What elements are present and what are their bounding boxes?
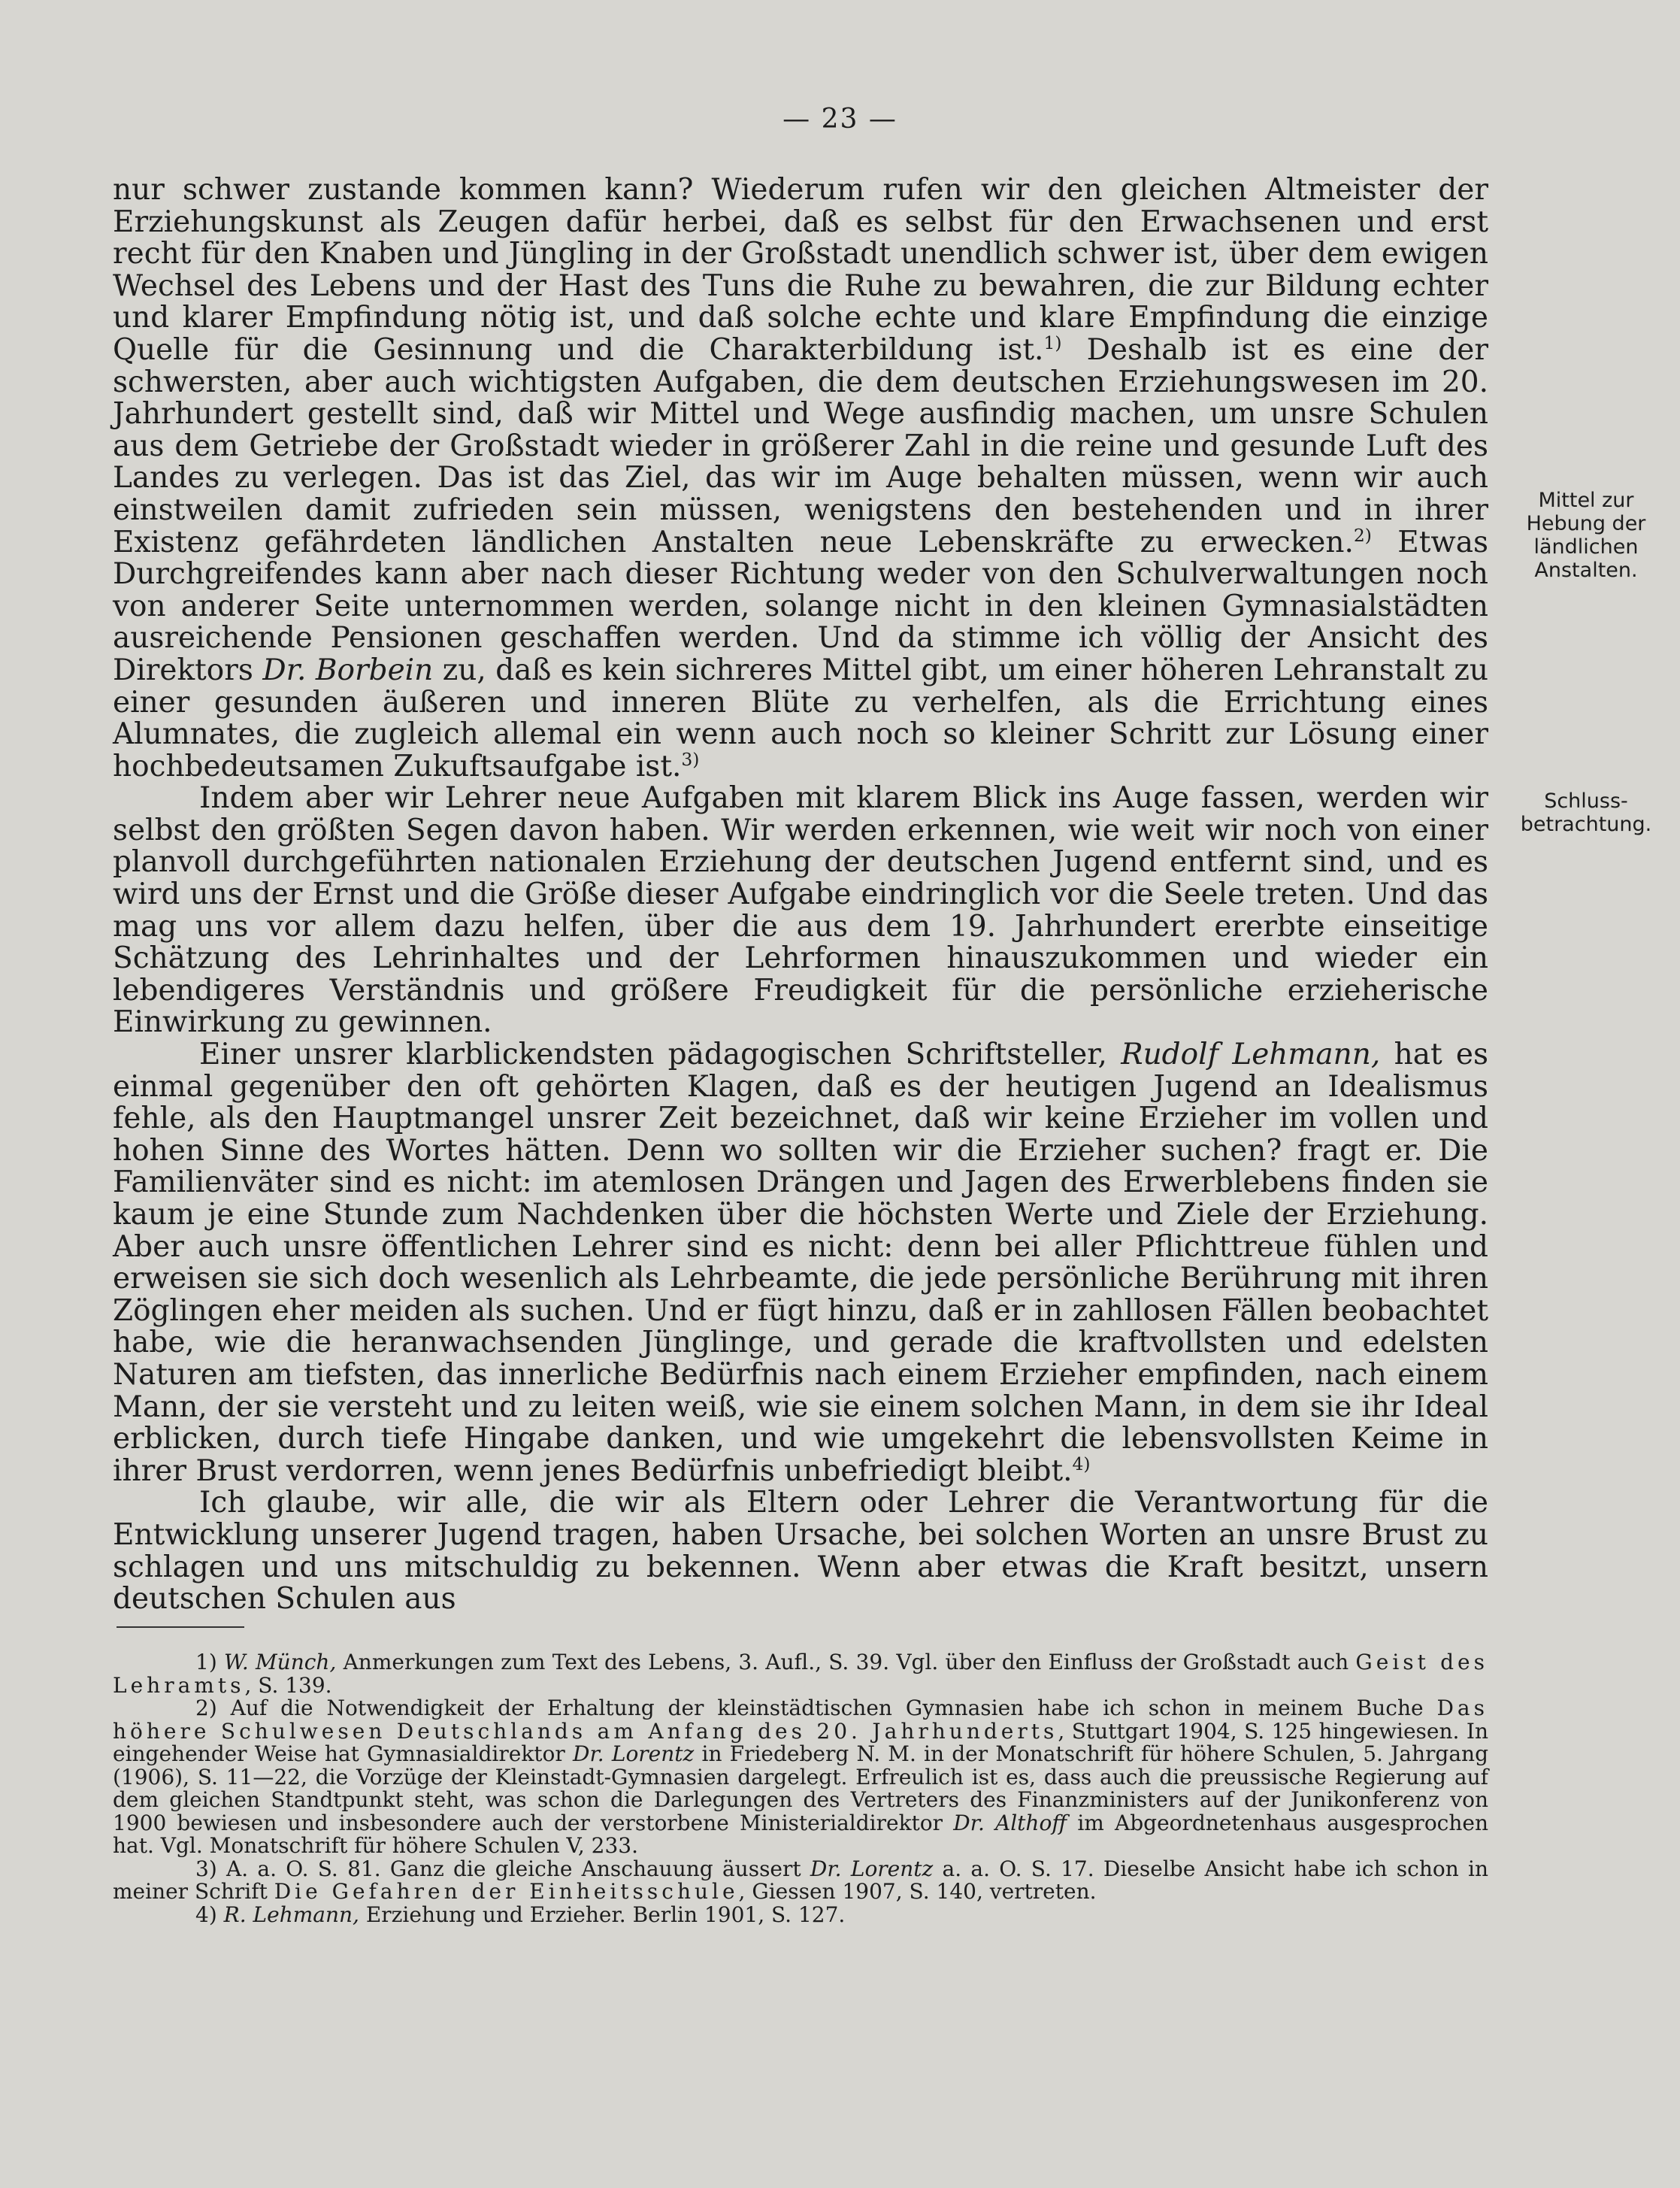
footnote-reference: 4) [1072,1453,1091,1474]
footnotes [113,1651,1488,1926]
footnote-reference: 3) [681,748,700,770]
italic-name: R. Lehmann, [223,1902,359,1927]
spaced-title: Das höhere Schulwesen Deutschlands am Anfang des 20. Jahrhunderts [113,1696,1488,1744]
text-run: hat es einmal gegenüber den oft gehörten Klagen, daß es der heutigen Jugend an Idealismus fehle, als den Hauptmangel unsrer Zeit bezeichnet, daß wir keine Erzieher im vollen und hohen Sinne des Wortes hätten. Denn wo sollten wir die Erzieher suchen? fragt er. Die Familienväter sind es nicht: im atemlosen Drängen und Jagen des Erwerblebens finden sie kaum je eine Stunde zum Nachdenken über die höchsten Werte und Ziele der Erziehung. Aber auch unsre öffentlichen Lehrer sind es nicht: denn bei aller Pflichttreue fühlen und erweisen sie sich doch wesenlich als Lehrbeamte, die jede persönliche Berührung mit ihren Zöglingen eher meiden als suchen. Und er fügt hinzu, daß er in zahllosen Fällen beobachtet habe, wie die heranwachsenden Jünglinge, und gerade die kraftvollsten und edelsten Naturen am tiefsten, das innerliche Bedürfnis nach einem Erzieher empfinden, nach einem Mann, der sie versteht und zu leiten weiß, wie sie einem solchen Mann, in dem sie ihr Ideal erblicken, durch tiefe Hingabe danken, und wie umgekehrt die lebensvollsten Keime in ihrer Brust verdorren, wenn jenes Bedürfnis unbefriedigt bleibt. [113,1038,1488,1488]
text-run: , Stuttgart 1904, S. 125 hingewiesen. In eingehender Weise hat Gymnasialdirektor [113,1718,1489,1766]
spaced-title: Die Gefahren der Einheitsschule [274,1879,739,1904]
text-run: a. a. O. S. 17. Dieselbe Ansicht habe ich schon in meiner Schrift [113,1856,1488,1904]
italic-name: Dr. Lorentz [810,1856,934,1881]
text-run: Indem aber wir Lehrer neue Aufgaben mit klarem Blick ins Auge fassen, werden wir selbst den größten Segen davon haben. Wir werden erkennen, wie weit wir noch von einer planvoll durchgeführten nationalen Erziehung der deutschen Jugend entfernt sind, und es wird uns der Ernst und die Größe dieser Aufgabe eindringlich vor die Seele treten. Und das mag uns vor allem dazu helfen, über die aus dem 19. Jahrhundert ererbte einseitige Schätzung des Lehrinhaltes und der Lehrformen hinauszukommen und wieder ein lebendigeres Verständnis und größere Freudigkeit für die persönliche erzieherische Einwirkung zu gewinnen. [113,781,1488,1040]
main-text [113,174,1488,1616]
italic-name: Rudolf Lehmann, [1121,1038,1381,1072]
footnote-rule [117,1626,244,1628]
paragraph [113,1039,1488,1487]
text-run: 2) Auf die Notwendigkeit der Erhaltung der kleinstädtischen Gymnasien habe ich schon in meinem Buche [195,1696,1437,1720]
text-run: im Abgeordnetenhaus ausgesprochen hat. Vgl. Monatschrift für höhere Schulen V, 233. [113,1810,1488,1858]
paragraph [113,1487,1488,1615]
footnote [113,1858,1488,1904]
page-number: — 23 — [782,104,898,135]
footnote-reference: 2) [1353,524,1372,546]
footnote [113,1904,1488,1927]
italic-name: W. Münch, [223,1650,337,1674]
text-run: Erziehung und Erzieher. Berlin 1901, S. 127. [359,1902,846,1927]
margin-note: Mittel zur Hebung der ländlichen Anstalten. [1526,489,1646,582]
text-run: Deshalb ist es eine der schwersten, aber auch wichtigsten Aufgaben, die dem deutschen Erziehungswesen im 20. Jahrhundert gestellt sind, daß wir Mittel und Wege ausfindig machen, um unsre Schulen aus dem Getriebe der Großstadt wieder in größerer Zahl in die reine und gesunde Luft des Landes zu verlegen. Das ist das Ziel, das wir im Auge behalten müssen, wenn wir auch einstweilen damit zufrieden sein müssen, wenigstens den bestehenden und in ihrer Existenz gefährdeten ländlichen Anstalten neue Lebenskräfte zu erwecken. [113,332,1488,559]
text-run: 4) [195,1902,224,1927]
text-run: Einer unsrer klarblickendsten pädagogischen Schriftsteller, [199,1038,1122,1072]
italic-name: Dr. Lorentz [573,1741,695,1766]
footnote [113,1697,1488,1858]
text-run: Etwas Durchgreifendes kann aber nach dieser Richtung weder von den Schulverwaltungen noch von anderer Seite unternommen werden, solange nicht in den kleinen Gymnasialstädten ausreichende Pensionen geschaffen werden. Und da stimme ich völlig der Ansicht des Direktors [113,525,1489,687]
footnote-reference: 1) [1043,332,1062,353]
text-run: 3) A. a. O. S. 81. Ganz die gleiche Anschauung äussert [195,1856,810,1881]
margin-note: Schluss-betrachtung. [1520,789,1652,836]
text-run: nur schwer zustande kommen kann? Wiederum rufen wir den gleichen Altmeister der Erziehungskunst als Zeugen dafür herbei, daß es selbst für den Erwachsenen und erst recht für den Knaben und Jüngling in der Großstadt unendlich schwer ist, über dem ewigen Wechsel des Lebens und der Hast des Tuns die Ruhe zu bewahren, die zur Bildung echter und klarer Empfindung nötig ist, und daß solche echte und klare Empfindung die einzige Quelle für die Gesinnung und die Charakterbildung ist. [113,173,1488,367]
text-run: , S. 139. [244,1672,332,1698]
italic-name: Dr. Borbein [262,653,434,687]
spaced-title: Geist des Lehramts [113,1650,1488,1698]
paragraph [113,783,1488,1039]
italic-name: Dr. Althoff [953,1810,1067,1835]
text-run: , Giessen 1907, S. 140, vertreten. [738,1879,1097,1904]
text-run: Ich glaube, wir alle, die wir als Eltern oder Lehrer die Verantwortung für die Entwicklung unserer Jugend tragen, haben Ursache, bei solchen Worten an unsre Brust zu schlagen und uns mitschuldig zu bekennen. Wenn aber etwas die Kraft besitzt, unsern deutschen Schulen aus [113,1486,1488,1617]
text-run: Anmerkungen zum Text des Lebens, 3. Aufl., S. 39. Vgl. über den Einfluss der Großstadt auch [336,1650,1356,1674]
text-run: zu, daß es kein sichreres Mittel gibt, um einer höheren Lehranstalt zu einer gesunden äußeren und inneren Blüte zu verhelfen, als die Errichtung eines Alumnates, die zugleich allemal ein wenn auch noch so kleiner Schritt zur Lösung einer hochbedeutsamen Zukuftsaufgabe ist. [113,653,1488,783]
paragraph [113,174,1488,783]
footnote [113,1651,1488,1697]
text-run: in Friedeberg N. M. in der Monatschrift für höhere Schulen, 5. Jahrgang (1906), S. 11—22, die Vorzüge der Kleinstadt-Gymnasien dargelegt. Erfreulich ist es, dass auch die preussische Regierung auf dem gleichen Standtpunkt steht, was schon die Darlegungen des Vertreters des Finanzministers auf der Junikonferenz von 1900 bewiesen und insbesondere auch der verstorbene Ministerialdirektor [113,1741,1489,1835]
text-run: 1) [195,1650,224,1674]
